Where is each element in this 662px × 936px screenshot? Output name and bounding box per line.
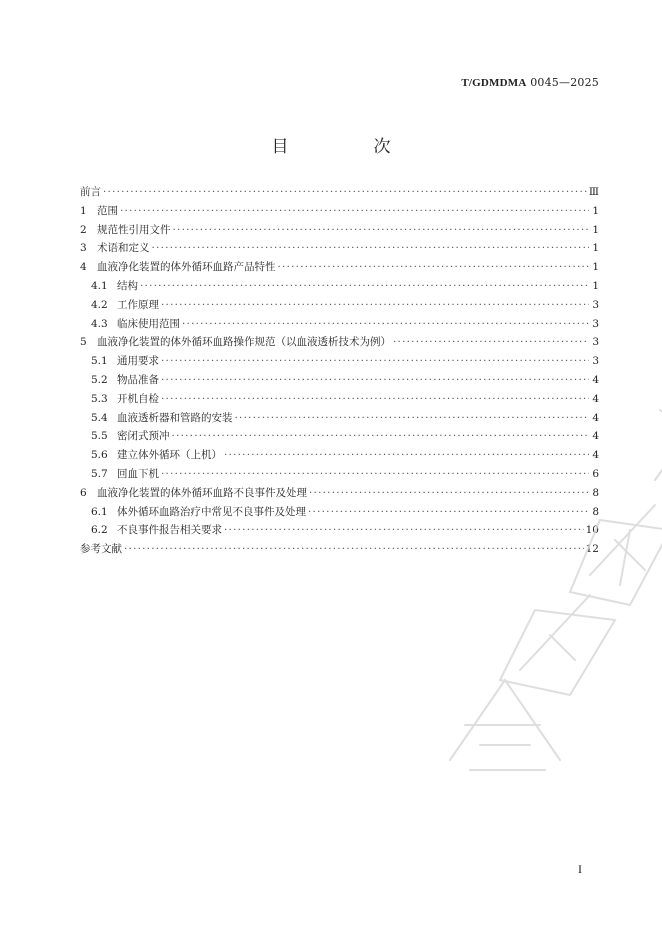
toc-entry-title: 体外循环血路治疗中常见不良事件及处理: [117, 505, 306, 518]
toc-entry-page: Ⅲ: [588, 186, 599, 198]
toc-entry-page: 3: [592, 336, 599, 349]
toc-entry-number: 2: [80, 223, 87, 236]
toc-entry-number: 5.7: [91, 467, 108, 480]
toc-leader-dots: [308, 506, 589, 518]
toc-entry-title: 通用要求: [117, 355, 159, 368]
toc-entry-title: 前言: [80, 186, 101, 198]
standard-number: 0045—2025: [530, 76, 599, 89]
toc-entry-page: 3: [592, 317, 599, 330]
toc-leader-dots: [161, 355, 589, 367]
toc-leader-dots: [235, 412, 590, 424]
toc-entry-number: 5.6: [91, 449, 108, 462]
toc-entry-title: 血液净化装置的体外循环血路产品特性: [97, 261, 276, 274]
toc-entry-page: 4: [592, 411, 599, 424]
toc-entry[interactable]: [80, 485, 599, 504]
toc-entry[interactable]: [80, 372, 599, 391]
toc-entry[interactable]: [80, 522, 599, 541]
toc-entry[interactable]: [80, 334, 599, 353]
toc-entry[interactable]: [80, 297, 599, 316]
toc-entry-page: 8: [592, 486, 599, 499]
toc-entry-page: 1: [592, 204, 599, 217]
toc-entry-number: 3: [80, 242, 87, 255]
toc-entry[interactable]: [80, 259, 599, 278]
toc-entry[interactable]: [80, 278, 599, 297]
toc-leader-dots: [393, 336, 589, 348]
toc-entry-page: 6: [592, 467, 599, 480]
toc-entry-page: 4: [592, 449, 599, 462]
toc-entry-title: 范围: [97, 204, 118, 217]
toc-entry-title: 临床使用范围: [117, 317, 180, 330]
toc-entry-page: 3: [592, 355, 599, 368]
toc-entry-title: 建立体外循环（上机）: [117, 449, 222, 462]
toc-leader-dots: [161, 393, 589, 405]
toc-entry-title: 密闭式预冲: [117, 430, 170, 443]
toc-entry-number: 5.2: [91, 373, 108, 386]
toc-entry-number: 5: [80, 336, 87, 349]
toc-leader-dots: [161, 299, 589, 311]
toc-entry-number: 4.3: [91, 317, 108, 330]
toc-leader-dots: [120, 205, 589, 217]
toc-entry-number: 6.1: [91, 505, 108, 518]
toc-entry-number: 5.3: [91, 392, 108, 405]
toc-entry-page: 1: [592, 261, 599, 274]
toc-entry-page: 12: [585, 543, 599, 556]
toc-entry-page: 4: [592, 430, 599, 443]
toc-leader-dots: [124, 543, 584, 555]
toc-entry-title: 参考文献: [80, 543, 122, 556]
toc-entry[interactable]: [80, 504, 599, 523]
toc-leader-dots: [224, 524, 584, 536]
toc-entry-page: 4: [592, 392, 599, 405]
toc-entry-number: 4.1: [91, 279, 108, 292]
toc-entry[interactable]: [80, 184, 599, 203]
toc-entry-title: 血液透析器和管路的安装: [117, 411, 233, 424]
toc-entry-title: 术语和定义: [97, 242, 150, 255]
toc-entry-title: 结构: [117, 279, 138, 292]
toc-entry-number: 4.2: [91, 298, 108, 311]
toc-entry-number: 5.1: [91, 355, 108, 368]
toc-leader-dots: [161, 468, 589, 480]
toc-entry-page: 1: [592, 279, 599, 292]
toc-entry[interactable]: [80, 391, 599, 410]
toc-entry-page: 3: [592, 298, 599, 311]
toc-entry[interactable]: [80, 222, 599, 241]
toc-entry-page: 1: [592, 223, 599, 236]
toc-entry[interactable]: [80, 541, 599, 560]
toc-entry-number: 1: [80, 204, 87, 217]
toc-entry-page: 8: [592, 505, 599, 518]
toc-entry[interactable]: [80, 410, 599, 429]
toc-entry-title: 血液净化装置的体外循环血路不良事件及处理: [97, 486, 307, 499]
toc-entry-title: 工作原理: [117, 298, 159, 311]
toc-entry[interactable]: [80, 203, 599, 222]
toc-entry-title: 回血下机: [117, 467, 159, 480]
toc-entry[interactable]: [80, 316, 599, 335]
toc-entry[interactable]: [80, 240, 599, 259]
toc-entry[interactable]: [80, 353, 599, 372]
toc-entry-page: 10: [585, 524, 599, 537]
table-of-contents: [80, 184, 599, 560]
toc-entry-title: 血液净化装置的体外循环血路操作规范（以血液透析技术为例）: [97, 336, 391, 349]
toc-leader-dots: [140, 280, 589, 292]
toc-leader-dots: [173, 224, 590, 236]
toc-leader-dots: [224, 449, 589, 461]
toc-entry[interactable]: [80, 466, 599, 485]
toc-entry[interactable]: [80, 428, 599, 447]
page-title: 目 次: [271, 137, 425, 157]
toc-entry[interactable]: [80, 447, 599, 466]
toc-entry-title: 规范性引用文件: [97, 223, 171, 236]
standard-prefix: T/GDMDMA: [461, 77, 527, 89]
toc-entry-number: 6.2: [91, 524, 108, 537]
toc-leader-dots: [103, 186, 587, 198]
toc-entry-number: 6: [80, 486, 87, 499]
toc-entry-title: 物品准备: [117, 373, 159, 386]
toc-entry-title: 开机自检: [117, 392, 159, 405]
toc-leader-dots: [161, 374, 589, 386]
toc-leader-dots: [278, 261, 590, 273]
standard-code: [461, 76, 599, 89]
toc-entry-title: 不良事件报告相关要求: [117, 524, 222, 537]
toc-entry-page: 1: [592, 242, 599, 255]
toc-leader-dots: [182, 318, 589, 330]
toc-leader-dots: [152, 242, 590, 254]
toc-entry-number: 5.4: [91, 411, 108, 424]
toc-entry-number: 4: [80, 261, 87, 274]
toc-leader-dots: [309, 487, 589, 499]
toc-leader-dots: [172, 430, 590, 442]
toc-entry-number: 5.5: [91, 430, 108, 443]
footer-page-number: I: [578, 862, 582, 876]
toc-entry-page: 4: [592, 373, 599, 386]
